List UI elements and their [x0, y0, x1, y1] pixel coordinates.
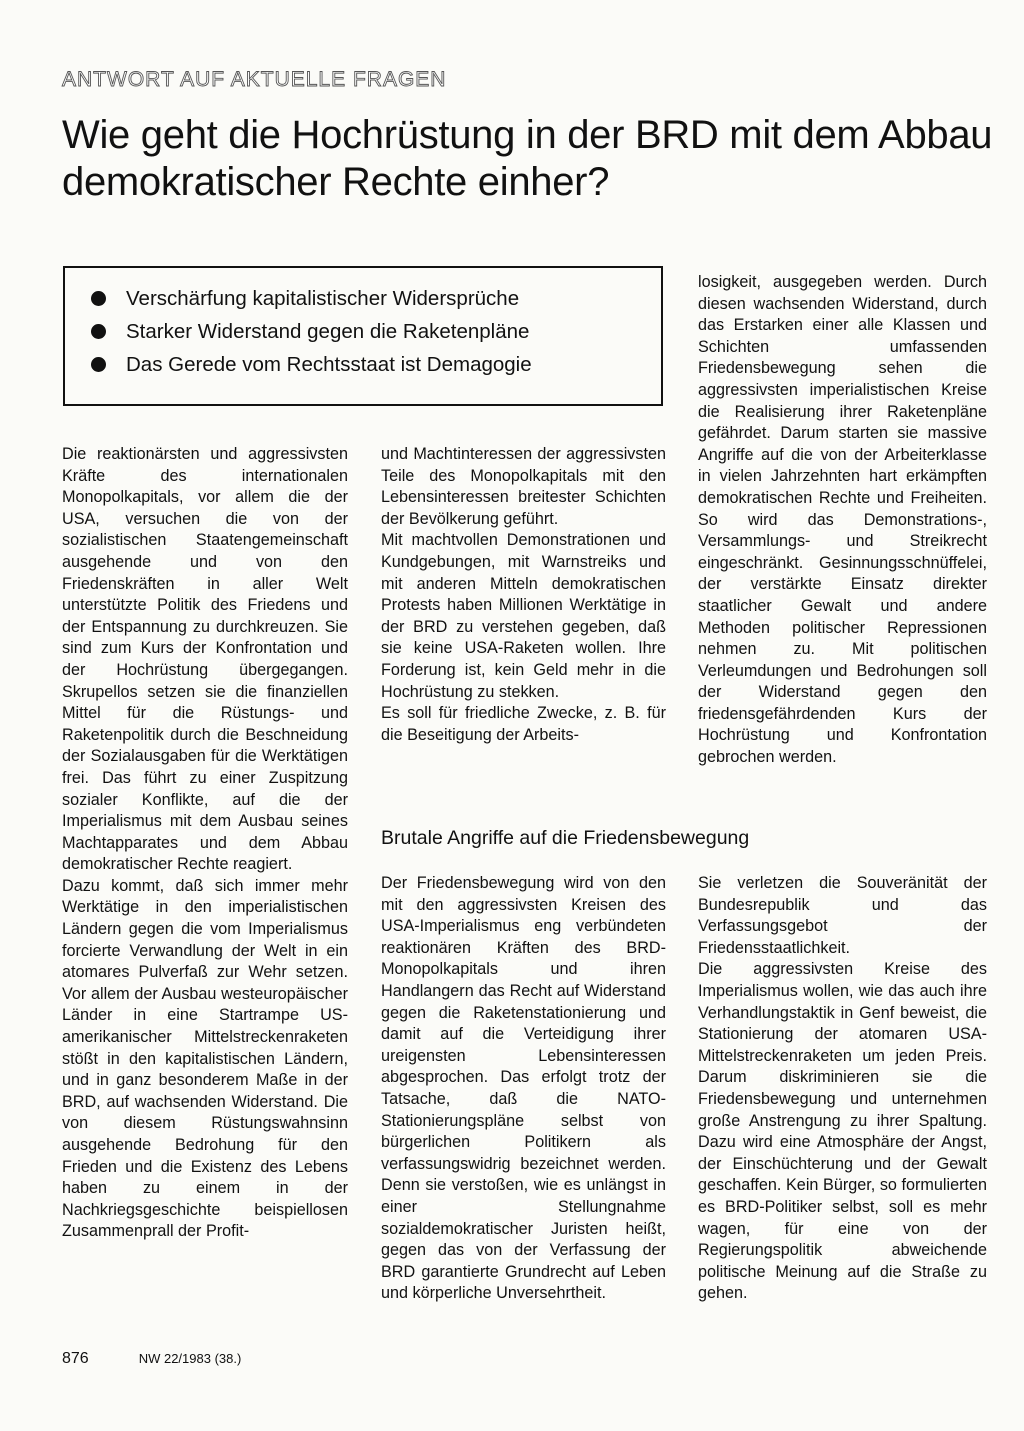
column-2 [381, 444, 666, 746]
summary-item: Verschärfung kapitalistischer Widersprüche [91, 282, 661, 315]
paragraph: und Machtinteressen der aggressivsten Teile des Monopolkapitals mit den Lebensinteressen breitester Schichten der Bevölkerung geführt. [381, 445, 666, 528]
bullet-icon [91, 324, 106, 339]
paragraph: Die reaktionärsten und aggressivsten Kräfte des internationalen Monopolkapitals, vor allem die der USA, versuchen die von der sozialistischen Staatengemeinschaft ausgehende und von den Friedenskräften in aller Welt unterstützte Politik des Friedens und der Entspannung zu durchkreuzen. Sie sind zum Kurs der Konfrontation und der Hochrüstung übergegangen. Skrupellos setzen sie die finanziellen Mittel für die Rüstungs- und Raketenpolitik durch die Beschneidung der Sozialausgaben für die Werktätigen frei. Das führt zu einer Zuspitzung sozialer Konflikte, auf die der Imperialismus mit dem Ausbau seines Machtapparates und dem Abbau demokratischer Rechte reagiert. [62, 445, 348, 874]
issue-reference: NW 22/1983 (38.) [138, 1351, 242, 1366]
paragraph: Sie verletzen die Souveränität der Bundesrepublik und das Verfassungsgebot der Friedensstaatlichkeit. [698, 874, 987, 957]
column-5 [698, 873, 987, 1305]
page-footer [62, 1350, 241, 1368]
summary-item: Das Gerede vom Rechtsstaat ist Demagogie [91, 348, 661, 381]
paragraph: Die aggressivsten Kreise des Imperialismus wollen, wie das auch ihre Verhandlungstaktik in Genf beweist, die Stationierung der atomaren USA-Mittelstreckenraketen um jeden Preis. Darum diskriminieren sie die Friedensbewegung und unternehmen große Anstrengung zu ihrer Spaltung. Dazu wird eine Atmosphäre der Angst, der Einschüchterung und der Gewalt geschaffen. Kein Bürger, so formulierten es BRD-Politiker selbst, soll es mehr wagen, für eine von der Regierungspolitik abweichende politische Meinung auf die Straße zu gehen. [698, 960, 987, 1303]
bullet-icon [91, 291, 106, 306]
column-1 [62, 444, 348, 1243]
summary-item: Starker Widerstand gegen die Raketenpläne [91, 315, 661, 348]
headline: Wie geht die Hochrüstung in der BRD mit dem Abbau demokratischer Rechte einher? [62, 113, 993, 204]
paragraph: losigkeit, ausgegeben werden. Durch diesen wachsenden Widerstand, durch das Erstarken einer alle Klassen und Schichten umfassenden Friedensbewegung sehen die aggressivsten imperialistischen Kreise die Realisierung ihrer Raketenpläne gefährdet. Darum starten sie massive Angriffe auf die von der Arbeiterklasse in vielen Jahrzehnten hart erkämpften demokratischen Rechte und Freiheiten. So wird das Demonstrations-, Versammlungs- und Streikrecht eingeschränkt. Gesinnungsschnüffelei, der verstärkte Einsatz direkter staatlicher Gewalt und andere Methoden politischer Repressionen nehmen zu. Mit politischen Verleumdungen und Bedrohungen soll der Widerstand gegen den friedensgefährdenden Kurs der Hochrüstung und Konfrontation gebrochen werden. [698, 273, 987, 767]
bullet-icon [91, 357, 106, 372]
section-heading: Brutale Angriffe auf die Friedensbewegung [381, 827, 750, 849]
summary-box [63, 266, 663, 406]
paragraph: Der Friedensbewegung wird von den mit den aggressivsten Kreisen des USA-Imperialismus eng verbündeten reaktionären Kräften des BRD-Monopolkapitals und ihren Handlangern das Recht auf Widerstand gegen die Raketenstationierung und damit auf die Verteidigung ihrer ureigensten Lebensinteressen abgesprochen. Das erfolgt trotz der Tatsache, daß die NATO-Stationierungspläne selbst von bürgerlichen Politikern als verfassungswidrig bezeichnet werden. Denn sie verstoßen, wie es unlängst in einer Stellungnahme sozialdemokratischer Juristen heißt, gegen das von der Verfassung der BRD garantierte Grundrecht auf Leben und körperliche Unversehrtheit. [381, 874, 666, 1303]
paragraph: Es soll für friedliche Zwecke, z. B. für die Beseitigung der Arbeits- [381, 704, 666, 744]
paragraph: Mit machtvollen Demonstrationen und Kundgebungen, mit Warnstreiks und mit anderen Mitteln demokratischen Protests haben Millionen Werktätige in der BRD zu verstehen gegeben, daß sie keine USA-Raketen wollen. Ihre Forderung ist, kein Geld mehr in die Hochrüstung zu stekken. [381, 531, 666, 701]
column-4 [381, 873, 666, 1305]
column-3 [698, 272, 987, 769]
page-number: 876 [62, 1350, 89, 1367]
paragraph: Dazu kommt, daß sich immer mehr Werktätige in den imperialistischen Ländern gegen die vom Imperialismus forcierte Verwandlung der Welt in ein atomares Pulverfaß zur Wehr setzen. Vor allem der Ausbau westeuropäischer Länder in eine Startrampe US-amerikanischer Mittelstreckenraketen stößt in den kapitalistischen Ländern, und in ganz besonderem Maße in der BRD, auf wachsenden Widerstand. Die von diesem Rüstungswahnsinn ausgehende Bedrohung für den Frieden und die Existenz des Lebens haben zu einem in der Nachkriegsgeschichte beispiellosen Zusammenprall der Profit- [62, 876, 348, 1241]
kicker: ANTWORT AUF AKTUELLE FRAGEN [62, 68, 447, 91]
